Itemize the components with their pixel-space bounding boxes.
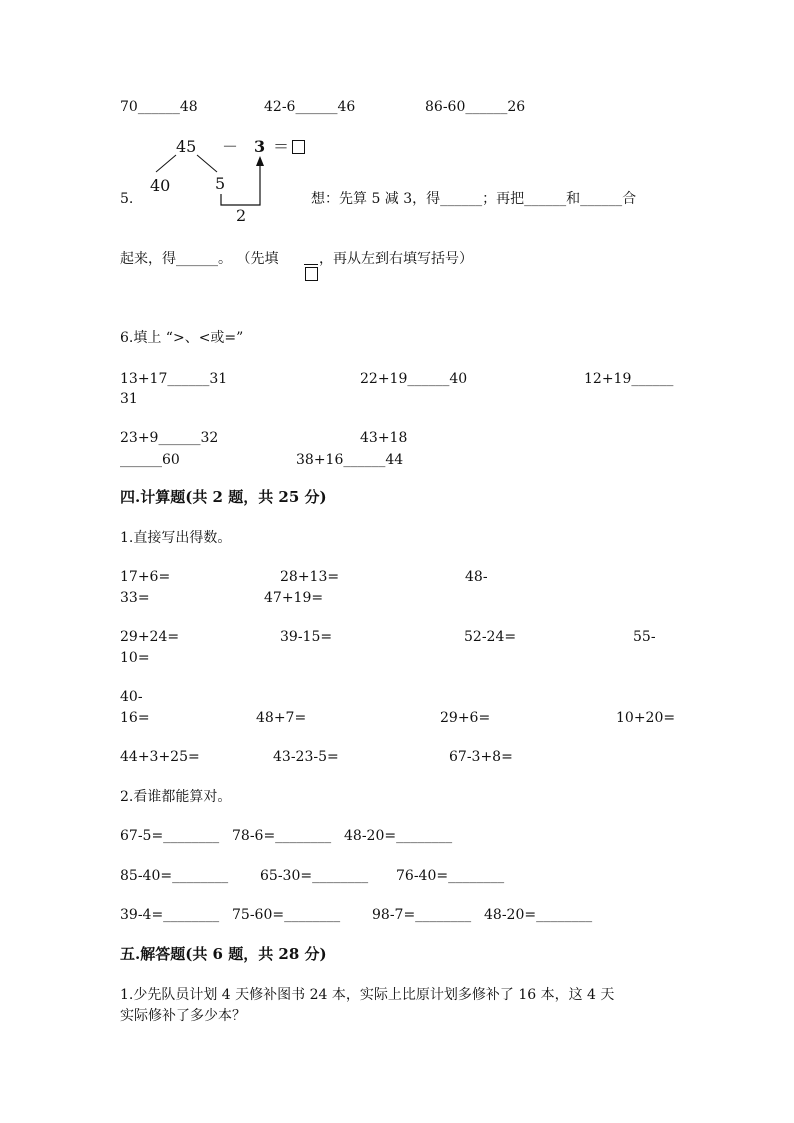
equals-sign: ＝ [273, 137, 290, 156]
question-6-title: 6.填上 “>、<或=” [120, 330, 244, 346]
calc-q2-item: 76-40=________ [396, 868, 505, 884]
calc-q2-item: 85-40=________ [120, 868, 229, 884]
calc-item: 48- [465, 569, 488, 585]
q6-item: 31 [120, 391, 138, 407]
calc-item: 67-3+8= [449, 749, 513, 765]
calc-item: 16= [120, 710, 150, 726]
answer-box[interactable] [292, 140, 305, 154]
calc-item: 44+3+25= [120, 749, 200, 765]
blank-underline [304, 264, 318, 265]
calc-item: 10= [120, 650, 150, 666]
calc-item: 29+6= [440, 710, 491, 726]
q6-item: 22+19______40 [360, 371, 468, 387]
compare-item-1: 70______48 [120, 99, 198, 115]
number-3: 3 [254, 137, 266, 156]
calc-q2-item: 48-20=________ [344, 828, 453, 844]
question-5-number: 5. [120, 191, 134, 207]
q6-item: 13+17______31 [120, 371, 228, 387]
calc-q2-title: 2.看谁都能算对。 [120, 789, 232, 805]
compare-item-3: 86-60______26 [425, 99, 526, 115]
calc-q2-item: 67-5=________ [120, 828, 220, 844]
number-5: 5 [215, 174, 226, 193]
question-5-hint-line2a: 起来，得______。 （先填 [120, 251, 279, 267]
hint-box [305, 267, 318, 281]
split-line-right [197, 155, 217, 172]
calc-q2-item: 65-30=________ [260, 868, 369, 884]
section-4-title: 四.计算题(共 2 题，共 25 分) [120, 488, 327, 506]
number-2: 2 [236, 206, 247, 225]
calc-item: 10+20= [616, 710, 676, 726]
number-45: 45 [176, 137, 197, 156]
q6-item: ______60 [120, 452, 180, 468]
q6-item: 12+19______ [584, 371, 674, 387]
calc-q2-item: 48-20=________ [484, 907, 593, 923]
question-5-hint-line1: 想：先算 5 减 3，得______；再把______和______合 [311, 191, 637, 207]
calc-item: 47+19= [264, 590, 324, 606]
q6-item: 43+18 [360, 430, 408, 446]
minus-sign: － [222, 137, 239, 156]
calc-item: 55- [633, 629, 656, 645]
number-40: 40 [150, 176, 171, 195]
calc-q2-item: 39-4=________ [120, 907, 220, 923]
calc-q1-title: 1.直接写出得数。 [120, 530, 232, 546]
section-5-title: 五.解答题(共 6 题，共 28 分) [120, 945, 327, 963]
calc-q2-item: 98-7=________ [372, 907, 472, 923]
arrow-head [256, 156, 264, 166]
calc-item: 43-23-5= [273, 749, 339, 765]
calc-item: 17+6= [120, 569, 171, 585]
calc-item: 33= [120, 590, 150, 606]
calc-q2-item: 78-6=________ [232, 828, 332, 844]
calc-item: 48+7= [256, 710, 307, 726]
split-line-left [156, 155, 176, 172]
calc-q2-item: 75-60=________ [232, 907, 341, 923]
word-problem-line1: 1.少先队员计划 4 天修补图书 24 本，实际上比原计划多修补了 16 本，这 4 天 [120, 987, 615, 1003]
word-problem-line2: 实际修补了多少本？ [120, 1008, 246, 1024]
question-5-hint-line2b: ，再从左到右填写括号） [319, 251, 473, 267]
calc-item: 52-24= [464, 629, 517, 645]
connector-line [221, 164, 260, 205]
q6-item: 38+16______44 [296, 452, 404, 468]
compare-item-2: 42-6______46 [264, 99, 356, 115]
calc-item: 40- [120, 689, 143, 705]
calc-item: 28+13= [280, 569, 340, 585]
calc-item: 39-15= [280, 629, 333, 645]
calc-item: 29+24= [120, 629, 180, 645]
q6-item: 23+9______32 [120, 430, 219, 446]
